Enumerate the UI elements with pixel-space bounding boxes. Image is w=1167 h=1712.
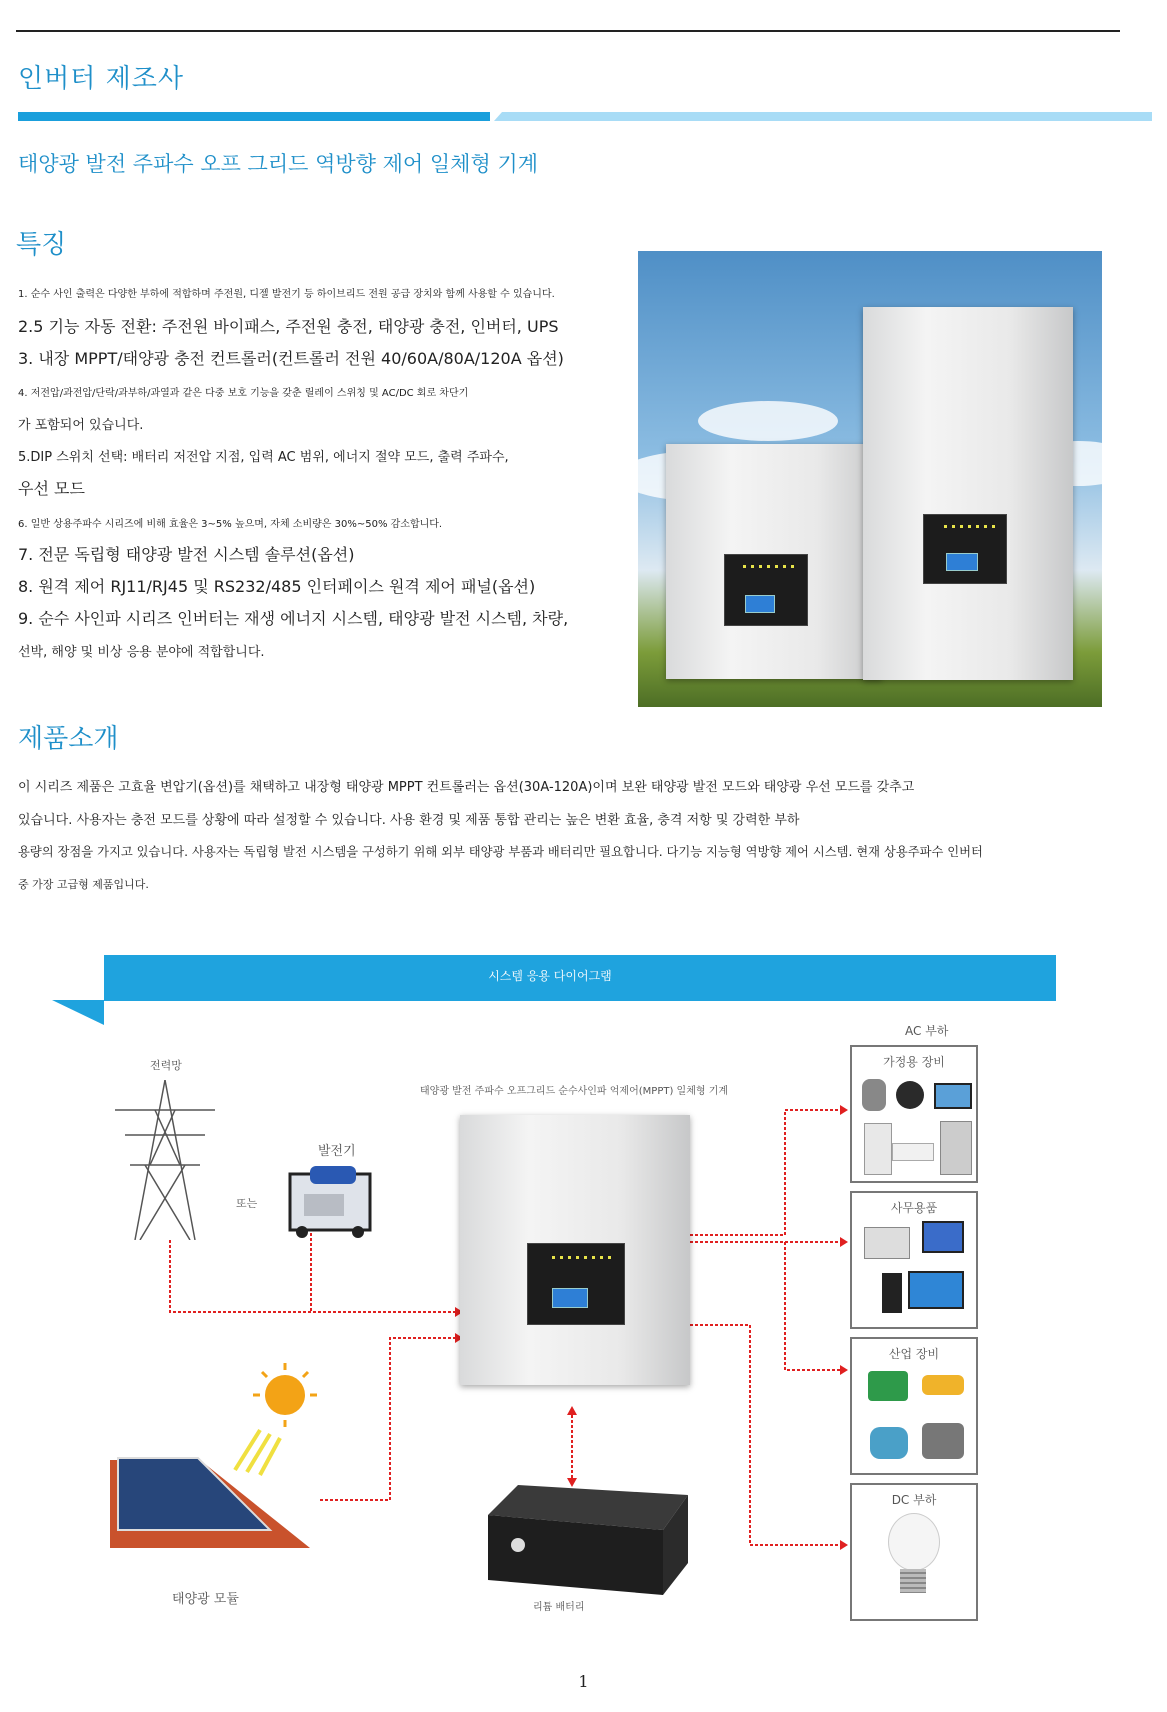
solar-module-icon [110, 1360, 320, 1550]
compressor-icon [922, 1423, 964, 1459]
pc-tower-icon [882, 1273, 902, 1313]
lcd-display [745, 595, 775, 613]
tv-icon [934, 1083, 972, 1109]
monitor-icon [908, 1271, 964, 1309]
solar-label: 태양광 모듈 [172, 1592, 239, 1607]
motor-icon [870, 1427, 908, 1459]
dc-load-box [850, 1483, 978, 1621]
lcd-display [946, 553, 978, 571]
printer-icon [864, 1227, 910, 1259]
led-indicators [552, 1256, 616, 1259]
feature-item: 7. 전문 독립형 태양광 발전 시스템 솔루션(옵션) [18, 545, 355, 564]
home-appliance-box [850, 1045, 978, 1183]
led-indicators [743, 565, 799, 568]
fridge-icon [864, 1123, 892, 1175]
generator-icon [280, 1160, 380, 1240]
laptop-icon [922, 1221, 964, 1253]
grinder-icon [922, 1375, 964, 1395]
bulb-icon [888, 1513, 940, 1571]
office-equipment-box [850, 1191, 978, 1329]
feature-item: 3. 내장 MPPT/태양광 충전 컨트롤러(컨트롤러 전원 40/60A/80A/120A 옵션) [18, 349, 564, 368]
product-subtitle: 태양광 발전 주파수 오프 그리드 역방향 제어 일체형 기계 [18, 152, 538, 176]
office-label: 사무용품 [890, 1201, 938, 1215]
or-label: 또는 [236, 1197, 258, 1210]
top-rule [16, 30, 1120, 32]
page-number: 1 [578, 1672, 589, 1691]
feature-item: 5.DIP 스위치 선택: 배터리 저전압 지점, 입력 AC 범위, 에너지 절약 모드, 출력 주파수, [18, 450, 509, 465]
drill-icon [868, 1371, 908, 1401]
product-photo [638, 251, 1102, 707]
feature-item: 우선 모드 [18, 479, 85, 498]
industrial-equipment-box [850, 1337, 978, 1475]
intro-line: 있습니다. 사용자는 충전 모드를 상황에 따라 설정할 수 있습니다. 사용 환경 및 제품 통합 관리는 높은 변환 효율, 충격 저항 및 강력한 부하 [18, 813, 800, 828]
small-inverter-unit [666, 444, 882, 679]
cloud [698, 401, 838, 441]
bulb-base-icon [900, 1569, 926, 1593]
generator-label: 발전기 [318, 1144, 356, 1159]
intro-heading: 제품소개 [18, 724, 119, 754]
title-bar-light [494, 112, 1152, 121]
air-conditioner-icon [892, 1143, 934, 1161]
page-title: 인버터 제조사 [18, 64, 184, 94]
features-heading: 특징 [16, 230, 67, 260]
feature-item: 4. 저전압/과전압/단락/과부하/과열과 같은 다중 보호 기능을 갖춘 릴레이 스위칭 및 AC/DC 회로 차단기 [18, 388, 469, 399]
large-inverter-unit [863, 307, 1073, 680]
feature-item: 2.5 기능 자동 전환: 주전원 바이패스, 주전원 충전, 태양광 충전, 인버터, UPS [18, 317, 559, 336]
control-panel [923, 514, 1007, 584]
power-tower-icon [110, 1080, 220, 1240]
feature-item: 선박, 해양 및 비상 응용 분야에 적합합니다. [18, 645, 265, 660]
battery-label: 리튬 배터리 [533, 1602, 585, 1613]
intro-line: 이 시리즈 제품은 고효율 변압기(옵션)를 채택하고 내장형 태양광 MPPT 컨트롤러는 옵션(30A-120A)이며 보완 태양광 발전 모드와 태양광 우선 모드를 갖추고 [18, 780, 915, 795]
led-indicators [944, 525, 1000, 528]
title-bar-dark [18, 112, 490, 121]
device-label: 태양광 발전 주파수 오프그리드 순수사인파 억제어(MPPT) 일체형 기계 [420, 1086, 729, 1097]
control-panel [724, 554, 808, 626]
feature-item: 8. 원격 제어 RJ11/RJ45 및 RS232/485 인터페이스 원격 제어 패널(옵션) [18, 577, 536, 596]
refrigerator-icon [940, 1121, 972, 1175]
control-panel [527, 1243, 625, 1325]
diagram-title: 시스템 응용 다이어그램 [488, 969, 612, 983]
battery-icon [488, 1485, 688, 1595]
intro-line: 중 가장 고급형 제품입니다. [18, 878, 149, 891]
inverter-device [460, 1115, 690, 1385]
lcd-display [552, 1288, 588, 1308]
grid-label: 전력망 [150, 1059, 182, 1072]
feature-item: 9. 순수 사인파 시리즈 인버터는 재생 에너지 시스템, 태양광 발전 시스템, 차량, [18, 609, 569, 628]
home-label: 가정용 장비 [883, 1055, 945, 1069]
feature-item: 가 포함되어 있습니다. [18, 418, 144, 433]
dc-load-label: DC 부하 [891, 1493, 937, 1507]
feature-item: 1. 순수 사인 출력은 다양한 부하에 적합하며 주전원, 디젤 발전기 등 하이브리드 전원 공급 장치와 함께 사용할 수 있습니다. [18, 289, 555, 300]
ac-load-label: AC 부하 [905, 1024, 949, 1038]
industrial-label: 산업 장비 [888, 1347, 940, 1361]
intro-line: 용량의 장점을 가지고 있습니다. 사용자는 독립형 발전 시스템을 구성하기 위해 외부 태양광 부품과 배터리만 필요합니다. 다기능 지능형 역방향 제어 시스템. 현재 상용주파수 인버터 [18, 845, 983, 859]
feature-item: 6. 일반 상용주파수 시리즈에 비해 효율은 3~5% 높으며, 자체 소비량은 30%~50% 감소합니다. [18, 519, 443, 530]
cooker-icon [896, 1081, 924, 1109]
rice-cooker-icon [862, 1079, 886, 1111]
